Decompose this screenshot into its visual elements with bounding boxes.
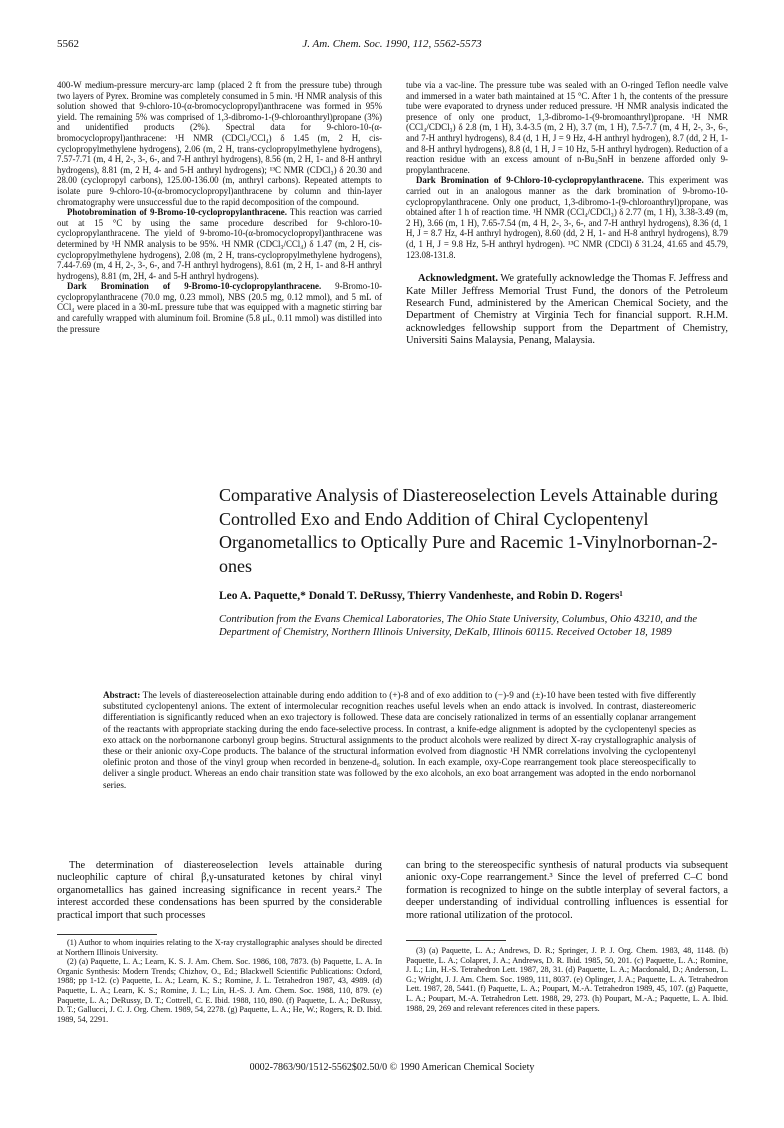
footnotes-right (406, 946, 728, 1013)
abstract-label: Abstract: (103, 690, 141, 700)
body-text-right: can bring to the stereospecific synthesis of natural products via subsequent anionic oxy-Cope rearrangement.³ Since the level of preferred C–C bond formation is recognized to hinge on the subtle interplay of several factors, a deeper understanding of individual controlling influences is essential for more rational utilization of the protocol. (406, 860, 728, 921)
experimental-paragraph: Dark Bromination of 9-Bromo-10-cyclopropylanthracene. 9-Bromo-10-cyclopropylanthracene (70.0 mg, 0.23 mmol), NBS (20.5 mg, 0.12 mmol), and 5 mL of CCl₄ were placed in a 30-mL pressure tube that was equipped with a magnetic stirring bar and carefully wrapped with aluminum foil. Bromine (5.8 μL, 0.11 mmol) was distilled into the pressure (57, 281, 382, 334)
experimental-paragraph: tube via a vac-line. The pressure tube was sealed with an O-ringed Teflon needle valve and immersed in a water bath maintained at 15 °C. After 1 h, the contents of the pressure tube were evaporated to dryness under reduced pressure. ¹H NMR analysis indicated the presence of only one product, 1,3-dibromo-1-(9-bromoanthryl)propane. ¹H NMR (CCl₄/CDCl₃) δ 2.8 (m, 1 H), 3.4-3.5 (m, 2 H), 3.7 (m, 1 H), 7.5-7.7 (m, 4 H, 2-, 3-, 6-, and 7-H anthryl hydrogens), 8.4 (d, 1 H, J = 9 Hz, 4-H anthryl hydrogen), 8.7 (dd, 2 H, 1- and 8-H anthryl hydrogens), 8.8 (d, 1 H, J = 10 Hz, 5-H anthryl hydrogen). Reduction of a reaction residue with an excess amount of n-Bu₃SnH in benzene afforded only 9-propylanthracene. (406, 80, 728, 175)
journal-citation: J. Am. Chem. Soc. 1990, 112, 5562-5573 (302, 38, 482, 50)
acknowledgment: Acknowledgment. We gratefully acknowledge the Thomas F. Jeffress and Kate Miller Jeffress Memorial Trust Fund, the donors of the Petroleum Research Fund, administered by the American Chemical Society, and the Department of Chemistry at Virginia Tech for financial support. R.H.M. acknowledges fellowship support from the Department of Chemistry, Universiti Sains Malaysia, Penang, Malaysia. (406, 273, 728, 347)
section-heading: Dark Bromination of 9-Bromo-10-cyclopropylanthracene. (67, 281, 322, 292)
article-title: Comparative Analysis of Diastereoselection Levels Attainable during Controlled Exo and Endo Addition of Chiral Cyclopentenyl Organometallics to Optically Pure and Racemic 1-Vinylnorbornan-2-ones (219, 485, 718, 576)
footnotes-left (57, 938, 382, 1024)
experimental-paragraph: Photobromination of 9-Bromo-10-cyclopropylanthracene. This reaction was carried out at 15 °C by using the same procedure described for 9-chloro-10-cyclopropylanthracene. The yield of 9-bromo-10-(α-bromocyclopropyl)anthracene was determined by ¹H NMR analysis to be 95%. ¹H NMR (CDCl₃/CCl₄) δ 1.47 (m, 2 H, cis-cyclopropylmethylene hydrogens), 2.08 (m, 2 H, trans-cyclopropylmethylene hydrogens), 7.44-7.69 (m, 4 H, 2-, 3-, 6-, and 7-H anthryl hydrogens), 8.61 (m, 2 H, 1- and 8-H anthryl hydrogens), 8.81 (m, 2H, 4- and 5-H anthryl hydrogens). (57, 207, 382, 281)
copyright-footer: 0002-7863/90/1512-5562$02.50/0 © 1990 American Chemical Society (249, 1062, 535, 1073)
footnote-rule-left (57, 934, 157, 935)
footnote: (2) (a) Paquette, L. A.; Learn, K. S. J. Am. Chem. Soc. 1986, 108, 7873. (b) Paquette, L. A. In Organic Synthesis: Modern Trends; Chizhov, O., Ed.; Blackwell Scientific Publications: Oxford, 1988; pp 1-12. (c) Paquette, L. A.; Learn, K. S.; Romine, J. L. Tetrahedron 1987, 43, 4989. (d) Paquette, L. A.; Learn, K. S.; Romine, J. L.; Lin, H.-S. J. Am. Chem. Soc. 1988, 110, 879. (e) Paquette, L. A.; DeRussy, D. T.; Cottrell, C. E. Ibid. 1988, 110, 890. (f) Paquette, L. A.; DeRussy, D. T.; Gallucci, J. C. J. Org. Chem. 1989, 54, 2278. (g) Paquette, L. A.; He, W.; Rogers, R. D. Ibid. 1989, 54, 2291. (57, 957, 382, 1024)
body-text-left: The determination of diastereoselection levels attainable during nucleophilic capture of chiral β,γ-unsaturated ketones by chiral vinyl organometallics has gained increasing significance in recent years.² The interest accorded these condensations has been spurred by the considerable practical import that such processes (57, 860, 382, 921)
abstract-text: The levels of diastereoselection attainable during endo addition to (+)-8 and of exo addition to (−)-9 and (±)-10 have been tested with five differently substituted cyclopentenyl anions. The extent of intermolecular recognition reaches useful levels when an endo attack is involved. In contrast, diastereomeric differentiation is significantly reduced when an exo trajectory is followed. These data are concisely rationalized in terms of an essentially coplanar arrangement of the reactants with appropriate stacking during the endo face-selective process. In contrast, a knife-edge alignment is adopted by the cyclopentenyl species as exo attack on the norbornanone carbonyl group begins. Structural assignments to the product alcohols were realized by direct X-ray crystallographic analysis of these or their anionic oxy-Cope products. The balance of the structural information evolved from diagnostic ¹H NMR correlations involving the cyclopentenyl olefinic proton and those of the vinyl group when recorded in benzene-d₆ solution. In each example, oxy-Cope rearrangement took place stereospecifically to deliver a single product. Whereas an endo chair transition state was followed by the exo alcohols, an exo boat arrangement was adopted in the endo norbornanol series. (103, 690, 696, 790)
section-heading: Dark Bromination of 9-Chloro-10-cyclopropylanthracene. (416, 175, 644, 186)
right-column-experimental (406, 80, 728, 348)
left-column-experimental (57, 80, 382, 334)
abstract (103, 690, 696, 791)
experimental-paragraph: 400-W medium-pressure mercury-arc lamp (placed 2 ft from the pressure tube) through two layers of Pyrex. Bromine was completely consumed in 5 min. ¹H NMR analysis of this solution showed that 9-chloro-10-(α-bromocyclopropyl)anthracene was formed in 95% yield. The remaining 5% was comprised of 1,3-dibromo-1-(9-chloroanthryl)propane (3%) and unidentified products (2%). Spectral data for 9-chloro-10-(α-bromocyclopropyl)anthracene: ¹H NMR (CDCl₃/CCl₄) δ 1.45 (m, 2 H, cis-cyclopropylmethylene hydrogens), 2.06 (m, 2 H, trans-cyclopropylmethylene hydrogens), 7.57-7.71 (m, 4 H, 2-, 3-, 6-, and 7-H anthryl hydrogens), 8.56 (m, 2 H, 1- and 8-H anthryl hydrogens), 8.81 (m, 2 H, 4- and 5-H anthryl hydrogens); ¹³C NMR (CDCl₃) δ 20.30 and 28.00 (cyclopropyl carbons), 125.00-136.00 (m, anthryl carbons). Repeated attempts to isolate pure 9-chloro-10-(α-bromocyclopropyl)anthracene by column and thin-layer chromatography were unsuccessful due to the rapid decomposition of the compound. (57, 80, 382, 207)
experimental-paragraph: Dark Bromination of 9-Chloro-10-cyclopropylanthracene. This experiment was carried out in an analogous manner as the dark bromination of 9-bromo-10-cyclopropylanthracene. Only one product, 1,3-dibromo-1-(9-chloroanthryl)propane, was obtained after 1 h of reaction time. ¹H NMR (CCl₄/CDCl₃) δ 2.77 (m, 1 H), 3.38-3.49 (m, 2 H), 3.66 (m, 1 H), 7.65-7.54 (m, 4 H, 2-, 3-, 6-, and 7-H anthryl hydrogens), 8.36 (d, 1 H, J = 8.7 Hz, 4-H anthryl hydrogen), 8.60 (dd, 2 H, 1- and H-8 anthryl hydrogens), 8.79 (d, 1 H, J = 9.8 Hz, 5-H anthryl hydrogen). ¹³C NMR (CDCl) δ 31.24, 41.65 and 45.79, 123.08-131.8. (406, 175, 728, 260)
article-authors: Leo A. Paquette,* Donald T. DeRussy, Thierry Vandenheste, and Robin D. Rogers¹ (219, 590, 623, 602)
footnote: (1) Author to whom inquiries relating to the X-ray crystallographic analyses should be directed at Northern Illinois University. (57, 938, 382, 957)
running-header (57, 38, 727, 54)
acknowledgment-heading: Acknowledgment. (418, 273, 498, 285)
section-heading: Photobromination of 9-Bromo-10-cyclopropylanthracene. (67, 207, 287, 218)
footnote: (3) (a) Paquette, L. A.; Andrews, D. R.; Springer, J. P. J. Org. Chem. 1983, 48, 1148. (b) Paquette, L. A.; Colapret, J. A.; Andrews, D. R. Ibid. 1985, 50, 201. (c) Paquette, L. A.; Romine, J. L.; Lin, H.-S. Tetrahedron Lett. 1987, 28, 31. (d) Paquette, L. A.; Macdonald, D.; Anderson, L. G.; Wright, J. J. Am. Chem. Soc. 1989, 111, 8037. (e) Oplinger, J. A.; Paquette, L. A. Tetrahedron Lett. 1987, 28, 5441. (f) Paquette, L. A.; Poupart, M.-A. Tetrahedron 1989, 45, 107. (g) Paquette, L. A.; Poupart, M.-A. Tetrahedron Lett. 1988, 29, 273. (h) Poupart, M.-A.; Paquette, L. A. Ibid. 1988, 29, 269 and relevant references cited in these papers. (406, 946, 728, 1013)
page-number: 5562 (57, 38, 79, 50)
footnote-rule-right (406, 940, 506, 941)
article-affiliation: Contribution from the Evans Chemical Laboratories, The Ohio State University, Columbus, Ohio 43210, and the Department of Chemistry, Northern Illinois University, DeKalb, Illinois 60115. Received October 18, 1989 (219, 614, 698, 638)
